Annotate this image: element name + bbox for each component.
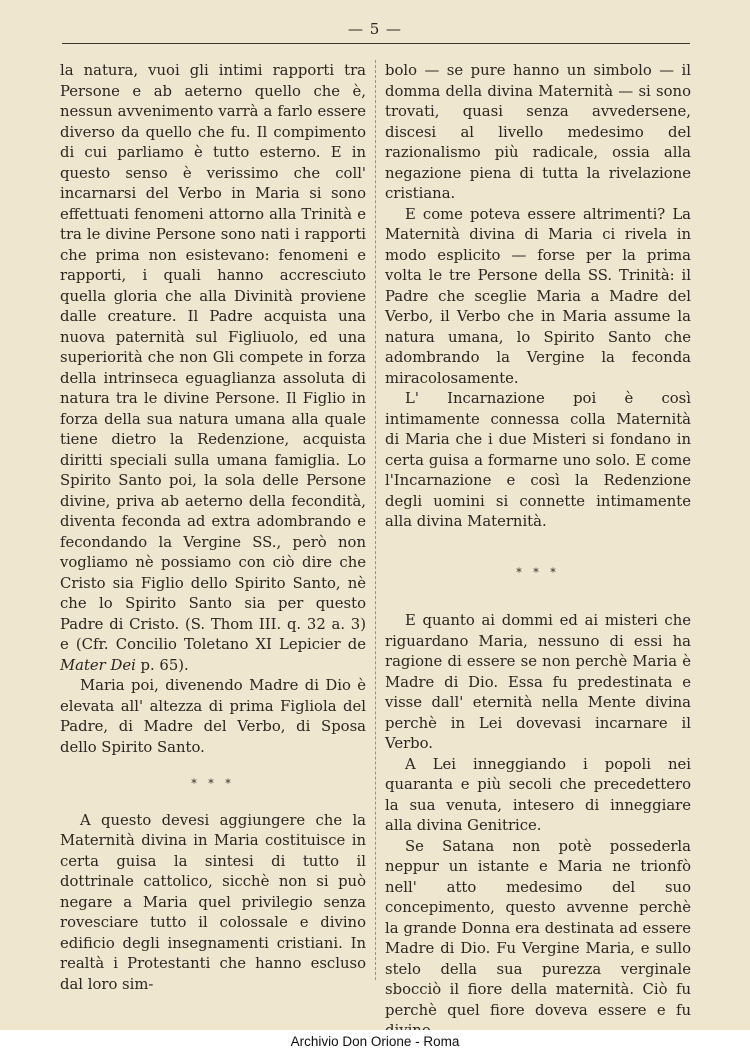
right-paragraph-3: L' Incarnazione poi è così intimamente connessa colla Maternità di Maria che i due Misteri si fondano in certa guisa a formarne uno solo. E come l'Incarnazione e così la Redenzione degli uomini si connette intimamente alla divina Maternità.: [385, 390, 691, 530]
right-paragraph-4: E quanto ai dommi ed ai misteri che riguardano Maria, nessuno di essi ha ragione di essere se non perchè Maria è Madre di Dio. Essa fu predestinata e visse dall' eternità nella Mente divina perchè in Lei dovevasi incarnare il Verbo.: [385, 612, 691, 752]
archive-footer-label: Archivio Don Orione - Roma: [281, 1030, 470, 1054]
archive-footer: [0, 1030, 750, 1054]
left-paragraph-1-text: la natura, vuoi gli intimi rapporti tra Persone e ab aeterno quello che è, nessun avvenimento varrà a farlo essere diverso da quello che fu. Il compimento di cui parliamo è tutto esterno. E in questo senso è verissimo che coll' incarnarsi del Verbo in Maria si sono effettuati fenomeni attorno alla Trinità e tra le divine Persone sono nati i rapporti che prima non esistevano: fenomeni e rapporti, i quali hanno accresciuto quella gloria che alla Divinità proviene dalle creature. Il Padre acquista una nuova paternità sul Figliuolo, ed una superiorità che non Gli compete in forza della intrinseca eguaglianza assoluta di natura tra le divine Persone. Il Figlio in forza della sua natura umana alla quale tiene dietro la Redenzione, acquista diritti speciali sulla umana famiglia. Lo Spirito Santo poi, la sola delle Persone divine, priva ab aeterno della fecondità, diventa feconda ad extra adombrando e fecondando la Vergine SS., però non vogliamo nè possiamo con ciò dire che Cristo sia Figlio dello Spirito Santo, nè che lo Spirito Santo sia per questo Padre di Cristo. (S. Thom III. q. 32 a. 3) e (Cfr. Concilio Toletano XI Lepicier de: [60, 62, 366, 653]
citation-title: Mater Dei: [60, 656, 136, 674]
right-paragraph-1: bolo — se pure hanno un simbolo — il domma della divina Maternità — si sono trovati, quasi senza avvedersene, discesi al livello medesimo del razionalismo più radicale, ossia alla negazione piena di tutta la rivelazione cristiana.: [385, 62, 691, 202]
right-paragraph-2: E come poteva essere altrimenti? La Maternità divina di Maria ci rivela in modo esplicito — forse per la prima volta le tre Persone della SS. Trinità: il Padre che sceglie Maria a Madre del Verbo, il Verbo che in Maria assume la natura umana, lo Spirito Santo che adombrando la Vergine la feconda miracolosamente.: [385, 205, 691, 387]
column-divider: [375, 60, 376, 980]
left-paragraph-2: Maria poi, divenendo Madre di Dio è elevata all' altezza di prima Figliola del Padre, di Madre del Verbo, di Sposa dello Spirito Santo.: [60, 677, 366, 756]
citation-page: p. 65).: [140, 656, 189, 674]
page-number: — 5 —: [347, 20, 403, 38]
left-paragraph-1: [60, 61, 366, 676]
right-column: [385, 61, 691, 1042]
left-paragraph-3: A questo devesi aggiungere che la Maternità divina in Maria costituisce in certa guisa la sintesi di tutto il dottrinale cattolico, sicchè non si può negare a Maria quel privilegio senza rovesciare tutto il colossale e divino edificio degli insegnamenti cristiani. In realtà i Protestanti che hanno escluso dal loro sim-: [60, 811, 366, 993]
right-paragraph-5: A Lei inneggiando i popoli nei quaranta e più secoli che precedettero la sua venuta, intesero di inneggiare alla divina Genitrice.: [385, 755, 691, 834]
right-paragraph-6: Se Satana non potè possederla neppur un istante e Maria ne trionfò nell' atto medesimo del suo concepimento, questo avvenne perchè la grande Donna era destinata ad essere Madre di Dio. Fu Vergine Maria, e sullo stelo della sua purezza verginale sbocciò il fiore della maternità. Ciò fu perchè quel fiore doveva essere e fu: [385, 837, 691, 1019]
section-separator: * * *: [516, 565, 560, 579]
header-rule: [62, 43, 690, 44]
left-column: [60, 61, 366, 995]
section-separator: * * *: [191, 777, 235, 790]
